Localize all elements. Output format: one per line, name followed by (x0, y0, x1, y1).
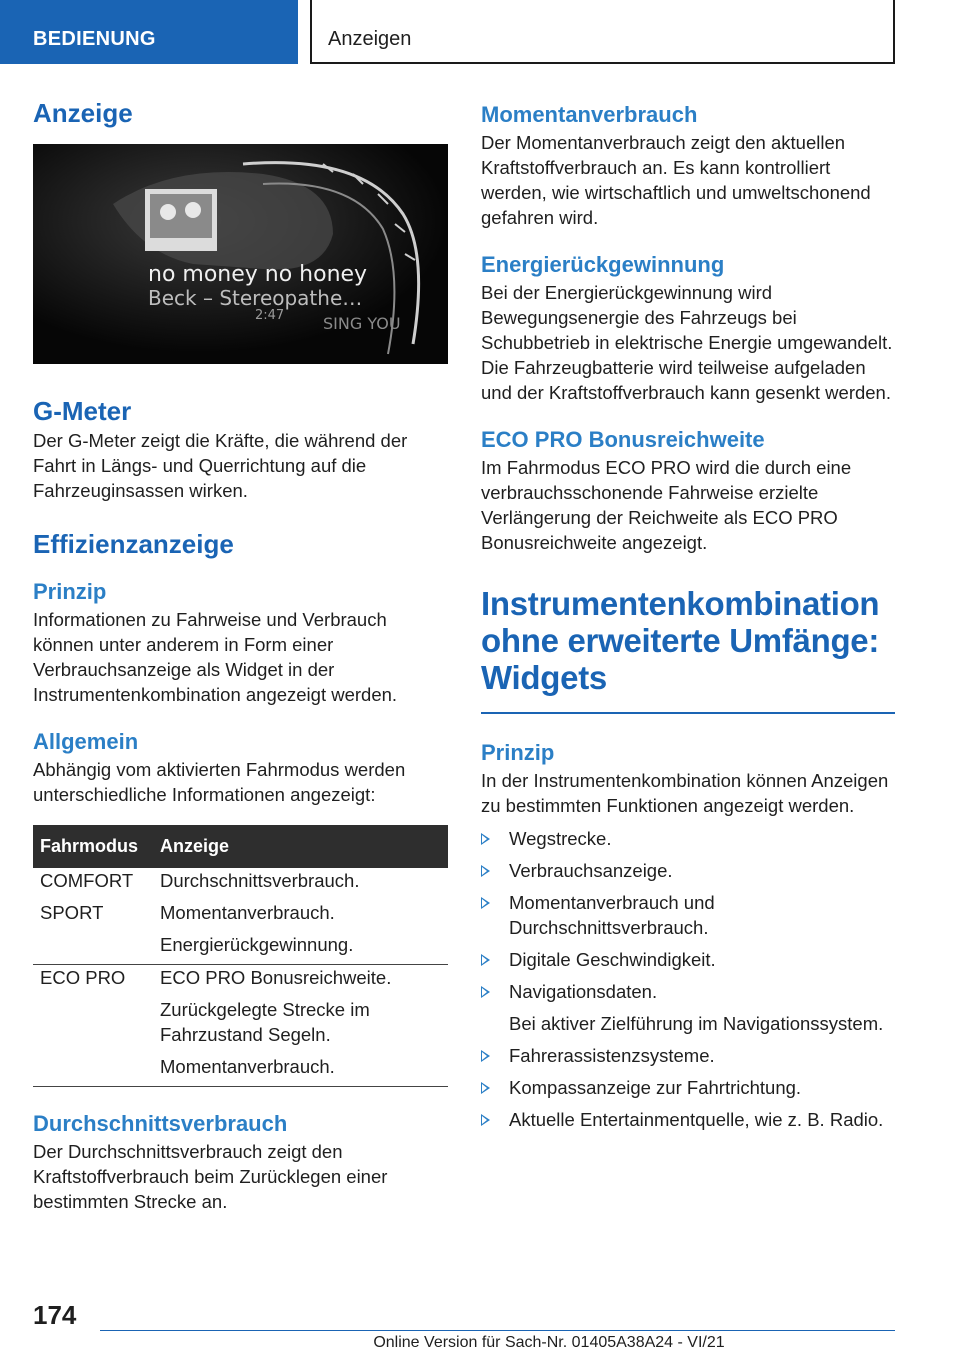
svg-text:SING YOU: SING YOU (323, 314, 401, 333)
triangle-bullet-icon (481, 897, 490, 909)
list-item: Digitale Geschwindigkeit. (481, 947, 895, 972)
energie-heading: Energierückgewinnung (481, 252, 725, 277)
display-item: Zurückgelegte Strecke im Fahrzustand Segeln. (160, 999, 370, 1045)
table-row (33, 965, 448, 1087)
table-cell-mode (33, 868, 153, 965)
nav-note: Bei aktiver Zielführung im Navigationssystem. (509, 1013, 884, 1034)
widget-list (481, 826, 895, 1132)
display-item: ECO PRO Bonusreichweite. (160, 967, 392, 988)
title-rule (481, 712, 895, 714)
list-item: Fahrerassistenzsysteme. (481, 1043, 895, 1068)
cluster-illustration (33, 144, 448, 364)
mode-label: COMFORT (40, 870, 134, 891)
allgemein-text: Abhängig vom aktivierten Fahrmodus werden unterschiedliche Informationen angezeigt: (33, 759, 406, 805)
gmeter-text: Der G-Meter zeigt die Kräfte, die während der Fahrt in Längs- und Querrichtung auf die Fahrzeuginsassen wirken. (33, 430, 408, 501)
list-item: Momentanverbrauch und Durchschnittsverbrauch. (481, 890, 895, 940)
table-cell-display (153, 868, 448, 965)
table-header-row (33, 825, 448, 868)
prinzip-text: In der Instrumentenkombination können Anzeigen zu bestimmten Funktionen angezeigt werden. (481, 770, 889, 816)
durchschnitt-text: Der Durchschnittsverbrauch zeigt den Kraftstoffverbrauch beim Zurücklegen einer bestimmten Strecke an. (33, 1141, 388, 1212)
display-item: Momentanverbrauch. (160, 1056, 335, 1077)
list-item: Navigationsdaten. Bei aktiver Zielführung im Navigationssystem. (481, 979, 895, 1036)
table-row (33, 868, 448, 965)
display-item: Momentanverbrauch. (160, 902, 335, 923)
momentan-heading: Momentanverbrauch (481, 102, 698, 127)
section-tab (0, 0, 298, 64)
mode-label: ECO PRO (40, 967, 126, 988)
right-column (481, 100, 895, 1139)
prinzip-text: Informationen zu Fahrweise und Verbrauch können unter anderem in Form einer Verbrauchsanzeige als Widget in der Instrumentenkombination angezeigt werden. (33, 609, 398, 705)
table-header-mode: Fahrmodus (33, 825, 153, 868)
list-item: Kompassanzeige zur Fahrtrichtung. (481, 1075, 895, 1100)
triangle-bullet-icon (481, 865, 490, 877)
triangle-bullet-icon (481, 1082, 490, 1094)
page-number: 174 (33, 1300, 77, 1330)
momentan-text: Der Momentanverbrauch zeigt den aktuellen Kraftstoffverbrauch an. Es kann kontrolliert werden, wie wirtschaftlich und umweltschonend gefahren wird. (481, 132, 871, 228)
section-label: BEDIENUNG (33, 28, 156, 50)
anzeige-heading: Anzeige (33, 98, 133, 128)
driving-mode-table (33, 825, 448, 1087)
instrument-display-photo (33, 144, 448, 364)
effizienz-heading: Effizienzanzeige (33, 529, 234, 559)
triangle-bullet-icon (481, 833, 490, 845)
footer-text: Online Version für Sach-Nr. 01405A38A24 - VI/21 (373, 1334, 725, 1351)
triangle-bullet-icon (481, 954, 490, 966)
table-header-display: Anzeige (153, 825, 448, 868)
prinzip-heading: Prinzip (481, 740, 555, 765)
table-cell-mode (33, 965, 153, 1087)
song-time: 2:47 (255, 308, 285, 323)
song-title: no money no honey (148, 262, 368, 287)
left-column (33, 96, 448, 1214)
prinzip-heading: Prinzip (33, 579, 107, 604)
widgets-title: Instrumentenkombination ohne erweiterte Umfänge: Widgets (481, 585, 880, 696)
display-item: Energierückgewinnung. (160, 934, 354, 955)
topic-tab (310, 0, 895, 64)
triangle-bullet-icon (481, 1050, 490, 1062)
triangle-bullet-icon (481, 1114, 490, 1126)
gmeter-heading: G-Meter (33, 396, 132, 426)
topic-label: Anzeigen (328, 28, 412, 50)
eco-heading: ECO PRO Bonusreichweite (481, 427, 765, 452)
eco-text: Im Fahrmodus ECO PRO wird die durch eine verbrauchsschonende Fahrweise erzielte Verlängerung der Reichweite als ECO PRO Bonusreichweite angezeigt. (481, 457, 852, 553)
list-item: Verbrauchsanzeige. (481, 858, 895, 883)
footer-rule (100, 1330, 895, 1331)
durchschnitt-heading: Durchschnittsverbrauch (33, 1111, 288, 1136)
energie-text: Bei der Energierückgewinnung wird Bewegungsenergie des Fahrzeugs bei Schubbetrieb in elektrische Energie umgewandelt. Die Fahrzeugbatterie wird teilweise aufgeladen und der Kraftstoffverbrauch kann gesenkt werden. (481, 282, 893, 403)
display-item: Durchschnittsverbrauch. (160, 870, 360, 891)
list-item: Aktuelle Entertainmentquelle, wie z. B. Radio. (481, 1107, 895, 1132)
song-artist: Beck – Stereopathe… (148, 286, 363, 310)
mode-label: SPORT (40, 902, 104, 923)
triangle-bullet-icon (481, 986, 490, 998)
table-cell-display (153, 965, 448, 1087)
allgemein-heading: Allgemein (33, 729, 139, 754)
list-item: Wegstrecke. (481, 826, 895, 851)
